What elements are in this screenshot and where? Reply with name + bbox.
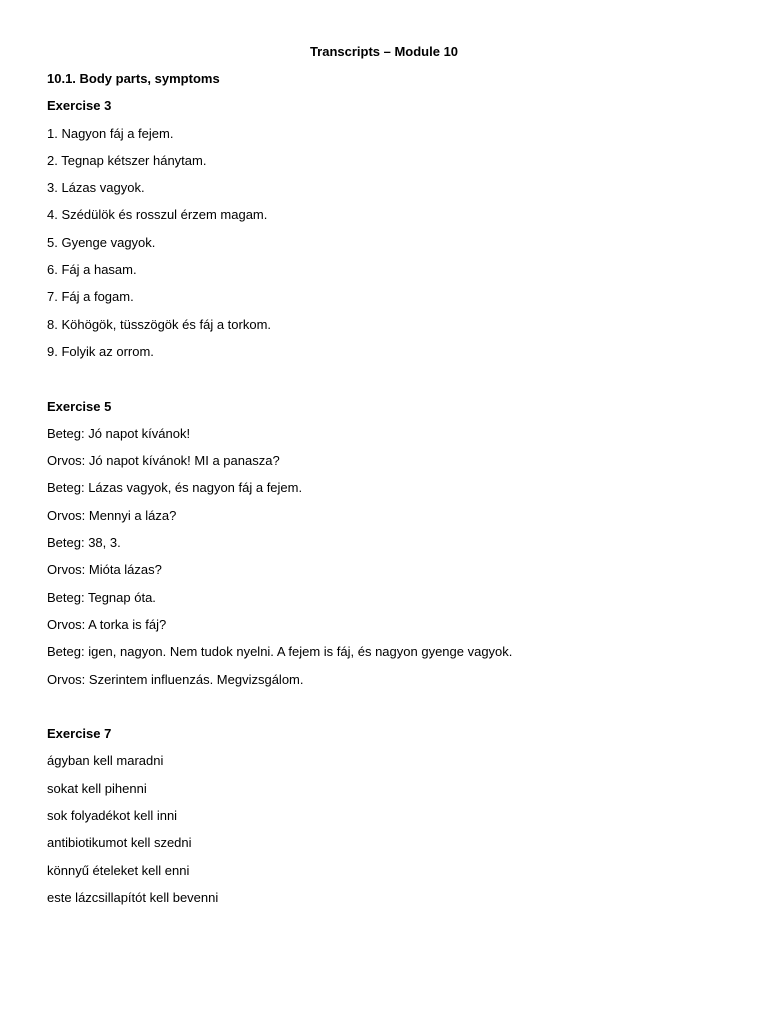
exercise-heading: Exercise 7 xyxy=(47,726,112,742)
dialogue-line: Orvos: Jó napot kívánok! MI a panasza? xyxy=(47,453,280,469)
advice-line: antibiotikumot kell szedni xyxy=(47,835,192,851)
advice-line: ágyban kell maradni xyxy=(47,753,164,769)
exercise-heading: Exercise 5 xyxy=(47,398,112,414)
transcript-line: 1. Nagyon fáj a fejem. xyxy=(47,125,174,141)
transcript-line: 2. Tegnap kétszer hánytam. xyxy=(47,152,207,168)
transcript-line: 8. Köhögök, tüsszögök és fáj a torkom. xyxy=(47,316,272,332)
transcript-line: 4. Szédülök és rosszul érzem magam. xyxy=(47,207,268,223)
spacer xyxy=(47,698,727,716)
exercise-5-block xyxy=(47,398,727,689)
transcript-line: 5. Gyenge vagyok. xyxy=(47,234,156,250)
dialogue-line: Beteg: Jó napot kívánok! xyxy=(47,425,191,441)
advice-line: könnyű ételeket kell enni xyxy=(47,862,190,878)
document-body xyxy=(47,70,727,916)
dialogue-line: Beteg: Lázas vagyok, és nagyon fáj a fejem. xyxy=(47,480,303,496)
dialogue-line: Orvos: Mennyi a láza? xyxy=(47,507,177,523)
transcript-line: 7. Fáj a fogam. xyxy=(47,289,134,305)
dialogue-line: Beteg: 38, 3. xyxy=(47,535,121,551)
dialogue-line: Beteg: igen, nagyon. Nem tudok nyelni. A fejem is fáj, és nagyon gyenge vagyok. xyxy=(47,644,513,660)
exercise-heading: Exercise 3 xyxy=(47,98,112,114)
exercise-3-block xyxy=(47,97,727,361)
dialogue-line: Orvos: Mióta lázas? xyxy=(47,562,162,578)
advice-line: sokat kell pihenni xyxy=(47,780,147,796)
advice-line: este lázcsillapítót kell bevenni xyxy=(47,889,219,905)
section-heading: 10.1. Body parts, symptoms xyxy=(47,71,220,86)
dialogue-line: Orvos: Szerintem influenzás. Megvizsgálom. xyxy=(47,671,304,687)
transcript-line: 9. Folyik az orrom. xyxy=(47,343,154,359)
document-title: Transcripts – Module 10 xyxy=(309,44,459,59)
dialogue-line: Beteg: Tegnap óta. xyxy=(47,589,156,605)
spacer xyxy=(47,370,727,388)
exercise-7-block xyxy=(47,725,727,907)
dialogue-line: Orvos: A torka is fáj? xyxy=(47,616,167,632)
transcript-line: 6. Fáj a hasam. xyxy=(47,262,137,278)
transcript-line: 3. Lázas vagyok. xyxy=(47,180,145,196)
advice-line: sok folyadékot kell inni xyxy=(47,808,178,824)
